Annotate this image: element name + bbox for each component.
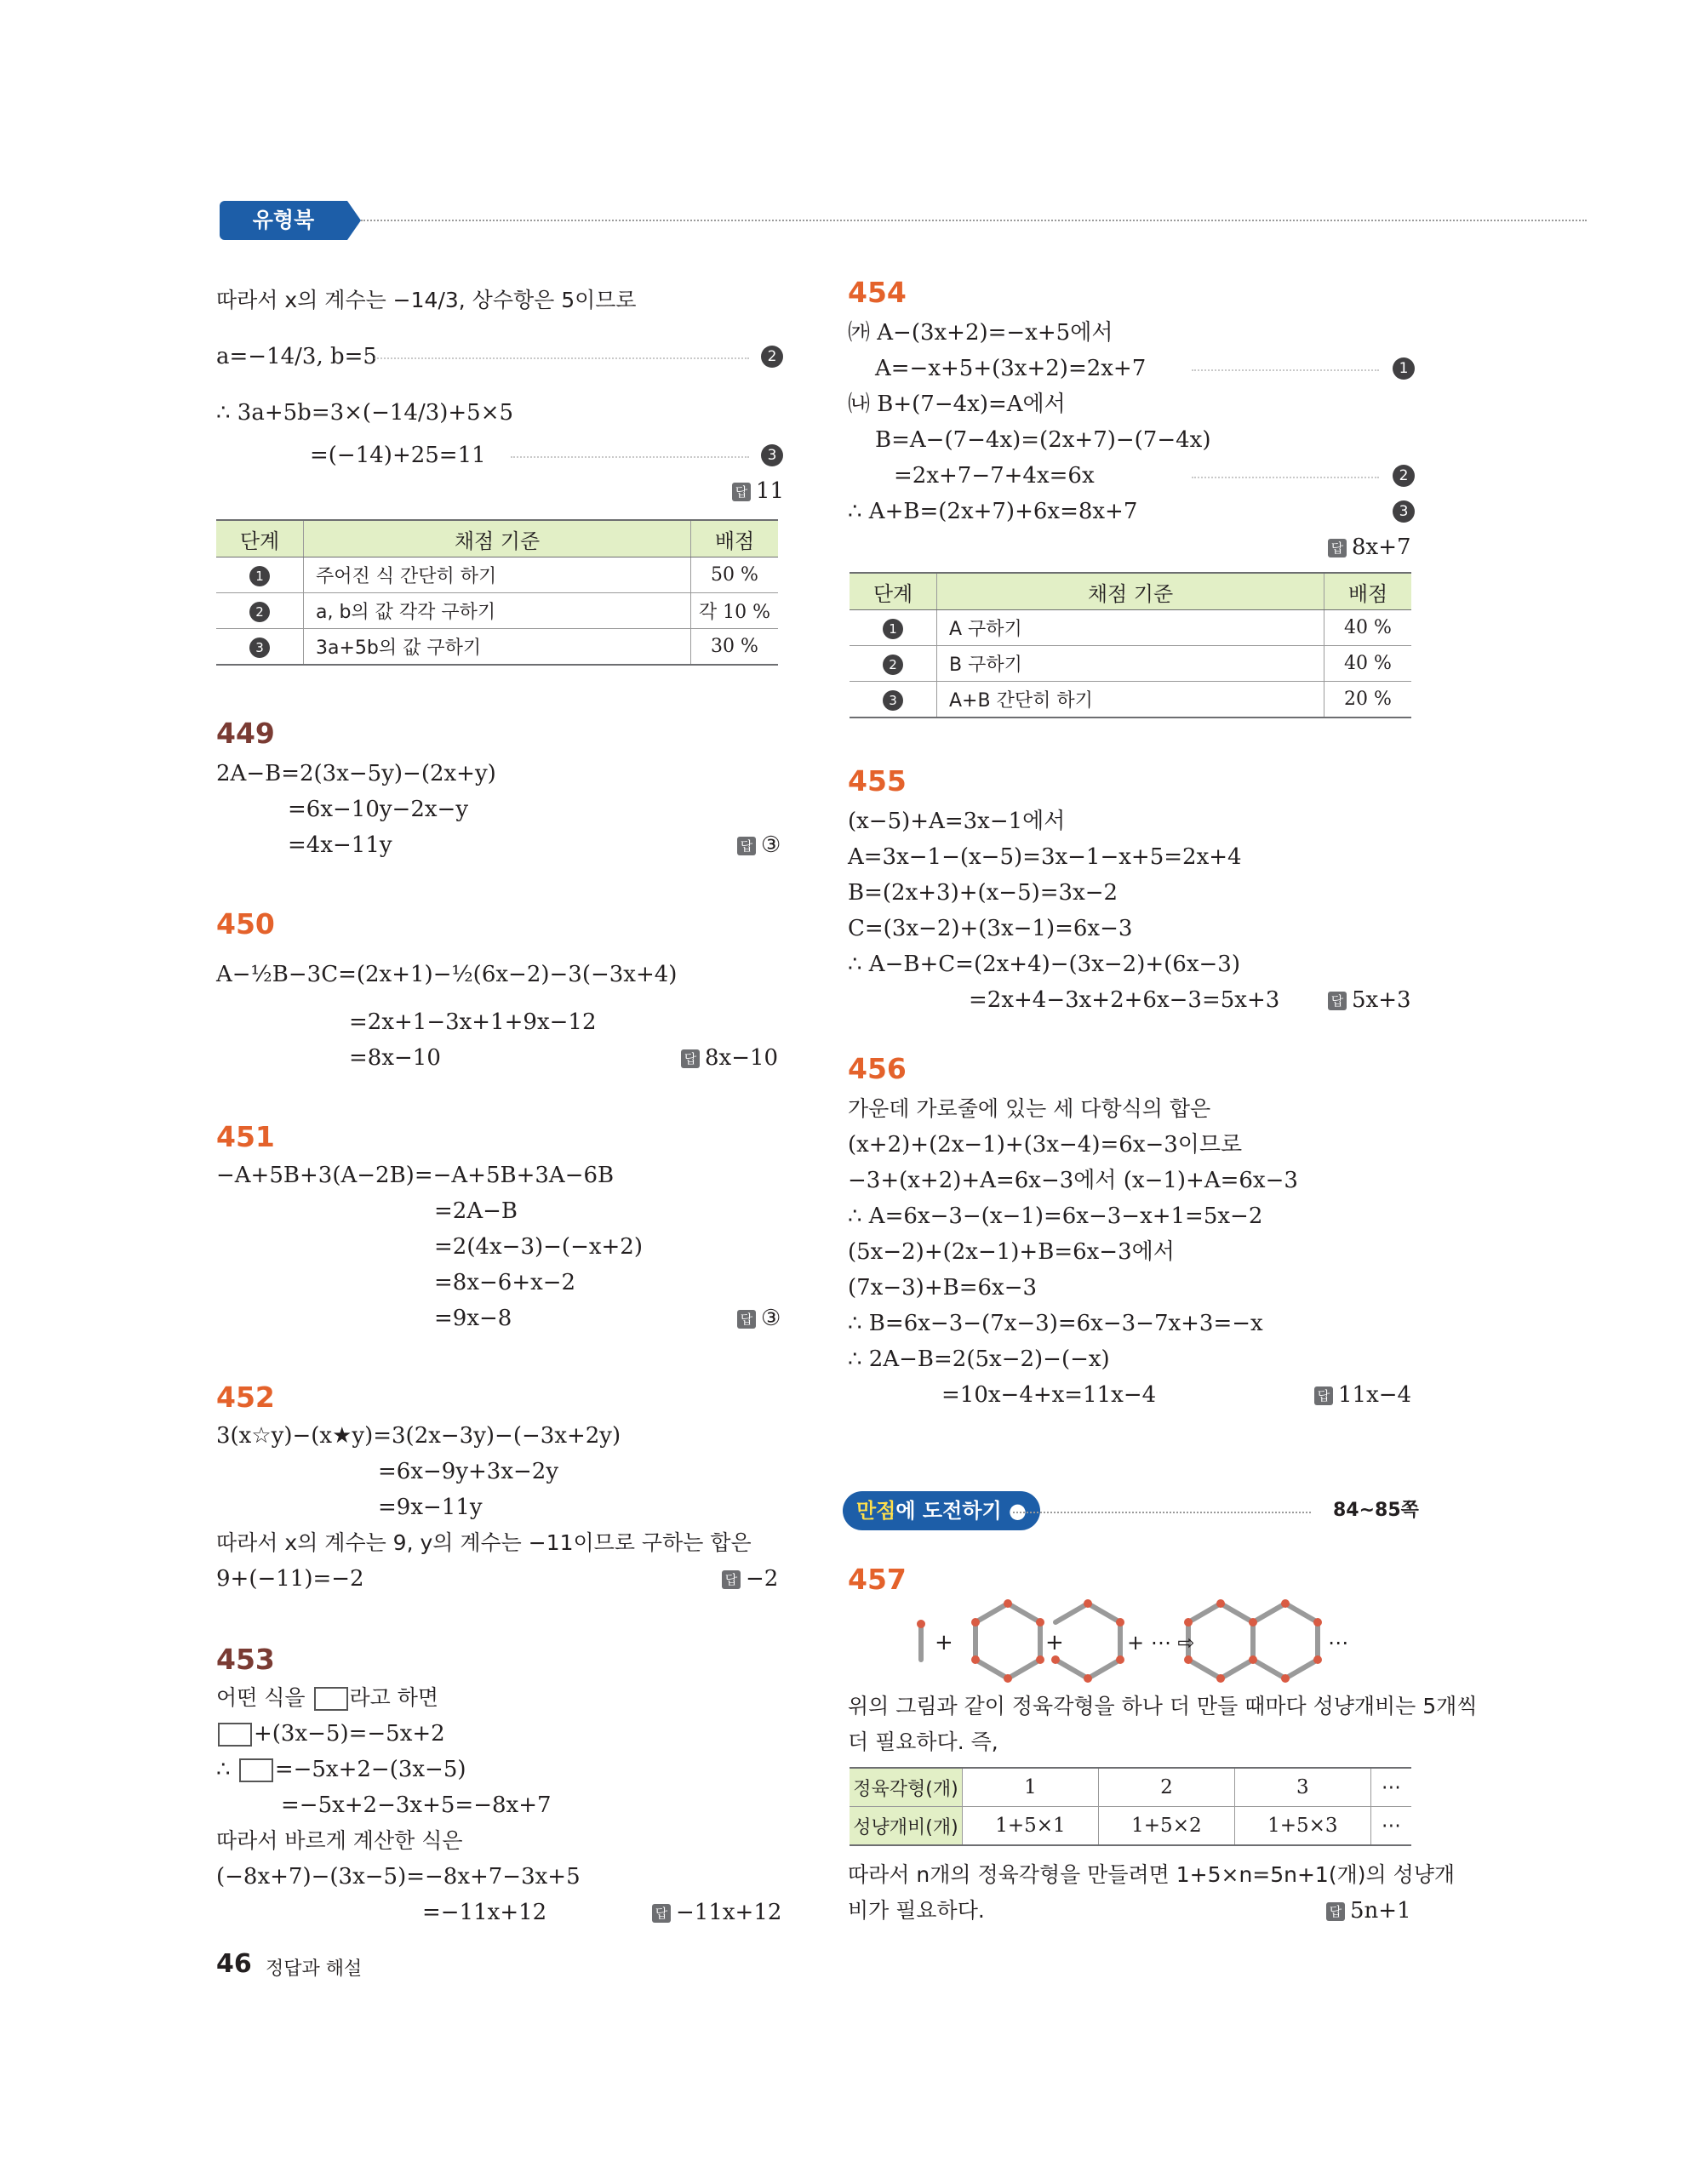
answer-448: 답 11: [732, 477, 784, 506]
challenge-pages: 84~85쪽: [1333, 1500, 1419, 1521]
blank-box: [314, 1687, 348, 1711]
svg-text:⋯: ⋯: [1328, 1631, 1348, 1655]
p455-line: ∴ A−B+C=(2x+4)−(3x−2)+(6x−3): [848, 952, 1240, 977]
p452-line: =9x−11y: [378, 1495, 483, 1520]
p454-line: =2x+7−7+4x=6x: [894, 463, 1095, 489]
problem-451-number: 451: [216, 1120, 275, 1153]
p457-line: 위의 그림과 같이 정육각형을 하나 더 만들 때마다 성냥개비는 5개씩: [848, 1694, 1478, 1718]
p453-line: ∴ =−5x+2−(3x−5): [216, 1757, 466, 1782]
step-marker-1: 1: [1393, 357, 1415, 380]
step-marker-3: 3: [1393, 500, 1415, 523]
matchstick-table: 정육각형(개) 1 2 3 ⋯ 성냥개비(개) 1+5×1 1+5×2 1+5×3 ⋯: [850, 1767, 1411, 1846]
p454-line: ㈏ B+(7−4x)=A에서: [848, 392, 1066, 417]
p453-line: =−5x+2−3x+5=−8x+7: [281, 1792, 552, 1818]
p455-line: (x−5)+A=3x−1에서: [848, 809, 1066, 834]
p456-line: −3+(x+2)+A=6x−3에서 (x−1)+A=6x−3: [848, 1168, 1298, 1193]
p455-line: C=(3x−2)+(3x−1)=6x−3: [848, 916, 1133, 941]
answer-457: 답 5n+1: [1326, 1896, 1411, 1925]
problem-454-number: 454: [848, 276, 907, 309]
p452-line: 따라서 x의 계수는 9, y의 계수는 −11이므로 구하는 합은: [216, 1530, 752, 1555]
answer-450: 답 8x−10: [681, 1043, 778, 1072]
p451-line: =9x−8: [434, 1306, 512, 1331]
scoring-table-448: 단계 채점 기준 배점 1 주어진 식 간단히 하기 50 % 2 a, b의 값 각각 구하기 각 10 % 3 3a+5b의 값 구하기 30 %: [216, 519, 778, 666]
p453-line: +(3x−5)=−5x+2: [216, 1719, 445, 1748]
scoring-table-454: 단계 채점 기준 배점 1 A 구하기 40 % 2 B 구하기 40 % 3 A+B 간단히 하기 20 %: [850, 572, 1411, 718]
p454-line: A=−x+5+(3x+2)=2x+7: [875, 356, 1147, 381]
answer-454: 답 8x+7: [1328, 533, 1411, 562]
p453-line: (−8x+7)−(3x−5)=−8x+7−3x+5: [216, 1864, 581, 1890]
answer-453: 답 −11x+12: [652, 1898, 781, 1927]
problem-452-number: 452: [216, 1381, 275, 1414]
answer-451: 답 ③: [737, 1304, 781, 1333]
problem-455-number: 455: [848, 764, 907, 798]
step-marker-3: 3: [761, 444, 783, 466]
p450-line: =2x+1−3x+1+9x−12: [349, 1009, 597, 1035]
p456-line: ∴ B=6x−3−(7x−3)=6x−3−7x+3=−x: [848, 1311, 1263, 1336]
p455-line: A=3x−1−(x−5)=3x−1−x+5=2x+4: [848, 844, 1242, 870]
svg-text:+: +: [1045, 1630, 1064, 1655]
challenge-badge: 만점에 도전하기 ●: [843, 1491, 1040, 1530]
p451-line: =2(4x−3)−(−x+2): [434, 1234, 643, 1260]
answer-452: 답 −2: [722, 1564, 778, 1593]
section-tab: 유형북: [220, 201, 347, 240]
p456-line: (x+2)+(2x−1)+(3x−4)=6x−3이므로: [848, 1132, 1243, 1158]
blank-box: [239, 1758, 273, 1782]
problem-457-number: 457: [848, 1563, 907, 1596]
p453-line: =−11x+12: [422, 1900, 547, 1925]
leader-dots: [375, 357, 749, 359]
matchstick-figure: [911, 1597, 1353, 1685]
p455-line: B=(2x+3)+(x−5)=3x−2: [848, 880, 1118, 906]
leader-dots: [511, 456, 749, 458]
p451-line: −A+5B+3(A−2B)=−A+5B+3A−6B: [216, 1163, 615, 1188]
p453-line: 따라서 바르게 계산한 식은: [216, 1828, 463, 1853]
p456-line: ∴ A=6x−3−(x−1)=6x−3−x+1=5x−2: [848, 1203, 1263, 1229]
p451-line: =8x−6+x−2: [434, 1270, 576, 1295]
p455-line: =2x+4−3x+2+6x−3=5x+3: [969, 987, 1280, 1013]
problem-453-number: 453: [216, 1643, 275, 1676]
step-marker-2: 2: [761, 346, 783, 368]
p452-line: 3(x☆y)−(x★y)=3(2x−3y)−(−3x+2y): [216, 1423, 621, 1449]
p457-line: 비가 필요하다.: [848, 1898, 985, 1923]
step-marker-2: 2: [1393, 465, 1415, 487]
p449-line: =6x−10y−2x−y: [288, 797, 469, 822]
header-divider: [361, 220, 1587, 221]
p454-line: ㈎ A−(3x+2)=−x+5에서: [848, 320, 1113, 346]
p456-line: ∴ 2A−B=2(5x−2)−(−x): [848, 1346, 1110, 1372]
intro-line-2: a=−14/3, b=5: [216, 344, 377, 369]
problem-449-number: 449: [216, 717, 275, 750]
p456-line: =10x−4+x=11x−4: [941, 1382, 1157, 1408]
p450-line: A−½B−3C=(2x+1)−½(6x−2)−3(−3x+4): [216, 962, 678, 987]
p452-line: 9+(−11)=−2: [216, 1566, 364, 1592]
answer-456: 답 11x−4: [1314, 1381, 1411, 1409]
footer-title: 정답과 해설: [266, 1958, 363, 1980]
p454-line: B=A−(7−4x)=(2x+7)−(7−4x): [875, 427, 1211, 453]
p456-line: 가운데 가로줄에 있는 세 다항식의 합은: [848, 1096, 1211, 1121]
p451-line: =2A−B: [434, 1198, 518, 1224]
intro-line-1: 따라서 x의 계수는 −14/3, 상수항은 5이므로: [216, 288, 637, 312]
p452-line: =6x−9y+3x−2y: [378, 1459, 559, 1484]
challenge-divider: [1013, 1512, 1311, 1513]
svg-text:+ ⋯ ⇨: + ⋯ ⇨: [1127, 1631, 1195, 1655]
answer-455: 답 5x+3: [1328, 986, 1411, 1015]
p453-line: 어떤 식을 라고 하면: [216, 1685, 439, 1710]
problem-456-number: 456: [848, 1052, 907, 1085]
p457-line: 따라서 n개의 정육각형을 만들려면 1+5×n=5n+1(개)의 성냥개: [848, 1862, 1456, 1887]
p457-line: 더 필요하다. 즉,: [848, 1729, 998, 1754]
page-number: 46: [216, 1949, 252, 1979]
leader-dots: [1192, 369, 1379, 371]
intro-line-4: =(−14)+25=11: [310, 443, 486, 468]
leader-dots: [1192, 477, 1379, 478]
blank-box: [218, 1723, 252, 1747]
p449-line: =4x−11y: [288, 832, 392, 858]
problem-450-number: 450: [216, 907, 275, 940]
p450-line: =8x−10: [349, 1045, 441, 1071]
intro-line-3: ∴ 3a+5b=3×(−14/3)+5×5: [216, 400, 514, 426]
svg-text:+: +: [935, 1630, 953, 1655]
p449-line: 2A−B=2(3x−5y)−(2x+y): [216, 761, 496, 786]
p456-line: (7x−3)+B=6x−3: [848, 1275, 1038, 1301]
answer-449: 답 ③: [737, 831, 781, 860]
p454-line: ∴ A+B=(2x+7)+6x=8x+7: [848, 499, 1138, 524]
p456-line: (5x−2)+(2x−1)+B=6x−3에서: [848, 1239, 1175, 1265]
